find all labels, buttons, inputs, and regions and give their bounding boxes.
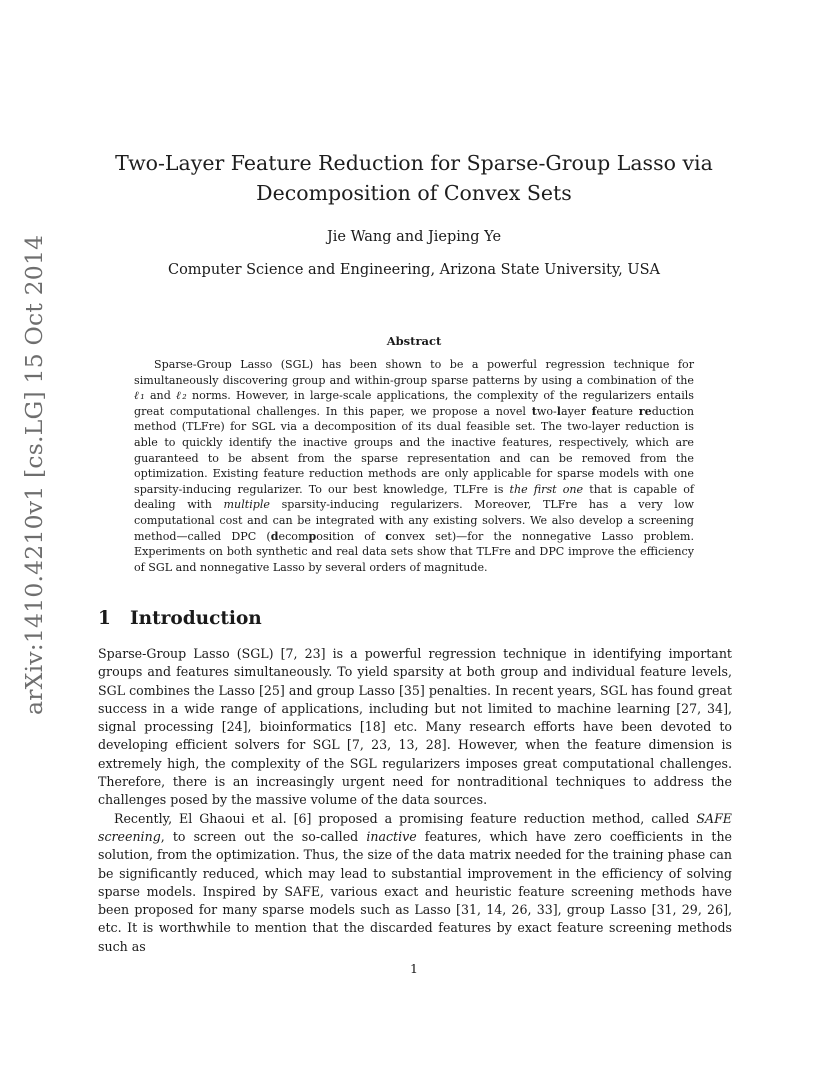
title-line-2: Decomposition of Convex Sets (256, 181, 572, 205)
section-heading-introduction (98, 606, 738, 632)
ell-1-symbol: ℓ₁ (134, 389, 145, 403)
intro-paragraph-1: Sparse-Group Lasso (SGL) [7, 23] is a powerful regression technique in identifying important groups and features simultaneously. To yield sparsity at both group and individual feature levels, SGL combines the Lasso [25] and group Lasso [35] penalties. In recent years, SGL has found great success in a wide range of applications, including but not limited to machine learning [27, 34], signal processing [24], bioinformatics [18] etc. Many research efforts have been devoted to developing efficient solvers for SGL [7, 23, 13, 28]. However, when the feature dimension is extremely high, the complexity of the SGL regularizers imposes great computational challenges. Therefore, there is an increasingly urgent need for nontraditional techniques to address the challenges posed by the massive volume of the data sources. (98, 646, 732, 808)
intro-paragraph-2: Recently, El Ghaoui et al. [6] proposed a promising feature reduction method, called SAFE screening, to screen out the so-called inactive features, which have zero coefficients in the solution, from the optimization. Thus, the size of the data matrix needed for the training phase can be significantly reduced, which may lead to substantial improvement in the efficiency of solving sparse models. Inspired by SAFE, various exact and heuristic feature screening methods have been proposed for many sparse models such as Lasso [31, 14, 26, 33], group Lasso [31, 29, 26], etc. It is worthwhile to mention that the discarded features by exact feature screening methods such as (98, 810, 733, 954)
emphasis-safe-screening: SAFE screening (98, 810, 732, 844)
emphasis-inactive: inactive (366, 828, 417, 844)
title-line-1: Two-Layer Feature Reduction for Sparse-Group Lasso via (115, 151, 713, 175)
arxiv-side-stamp (12, 234, 58, 715)
affiliation: Computer Science and Engineering, Arizona State University, USA (167, 262, 661, 278)
abstract-body (134, 357, 694, 575)
abstract-paragraph: Sparse-Group Lasso (SGL) has been shown to be a powerful regression technique for simultaneously discovering group and within-group sparse patterns by using a combination of the ℓ₁ and ℓ₂ norms. However, in large-scale applications, the complexity of the regularizers entails great computational challenges. In this paper, we propose a novel two-layer feature reduction method (TLFre) for SGL via a decomposition of its dual feasible set. The two-layer reduction is able to quickly identify the inactive groups and the inactive features, respectively, which are guaranteed to be absent from the sparse representation and can be removed from the optimization. Existing feature reduction methods are only applicable for sparse models with one sparsity-inducing regularizer. To our best knowledge, TLFre is the first one that is capable of dealing with multiple sparsity-inducing regularizers. Moreover, TLFre has a very low computational cost and can be integrated with any existing solvers. We also develop a screening method—called DPC (decomposition of convex set)—for the nonnegative Lasso problem. Experiments on both synthetic and real data sets show that TLFre and DPC improve the efficiency of SGL and nonnegative Lasso by several orders of magnitude. (134, 358, 694, 574)
paper-title (100, 148, 728, 208)
arxiv-identifier: arXiv:1410.4210v1 [cs.LG] 15 Oct 2014 (20, 234, 48, 715)
abstract-heading: Abstract (386, 334, 442, 348)
introduction-body (98, 645, 732, 956)
emphasis-first-one: the first one (509, 482, 584, 496)
section-number: 1 (98, 608, 111, 629)
ell-2-symbol: ℓ₂ (176, 389, 187, 403)
emphasis-multiple: multiple (223, 498, 270, 512)
section-title: Introduction (130, 608, 262, 629)
page-number: 1 (410, 961, 418, 976)
authors: Jie Wang and Jieping Ye (326, 229, 502, 245)
